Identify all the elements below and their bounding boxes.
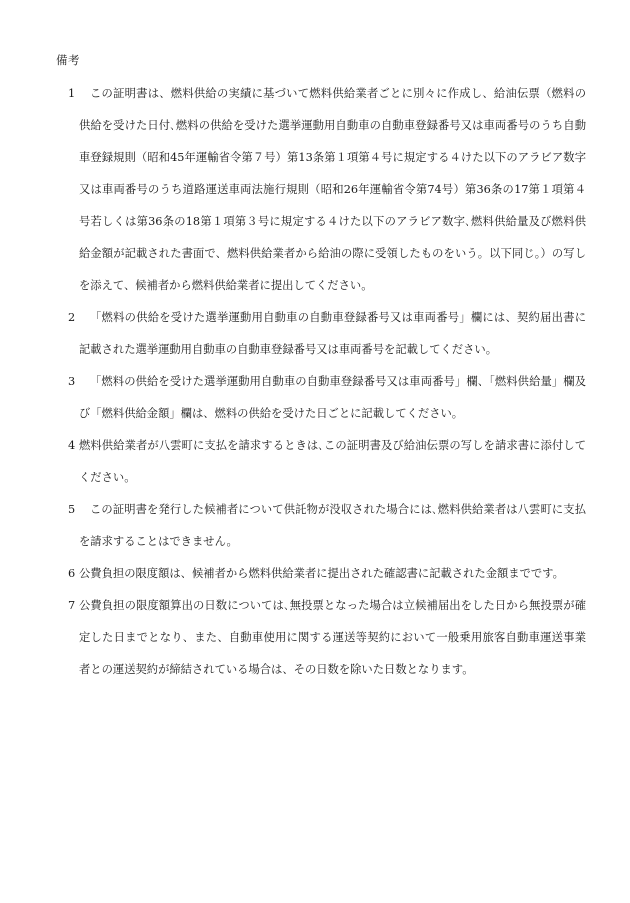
remark-number: 7 bbox=[68, 599, 76, 612]
remark-item-6 bbox=[56, 558, 586, 590]
remark-text: 燃料供給業者が八雲町に支払を請求するときは､この証明書及び給油伝票の写しを請求書に添付してください。 bbox=[79, 439, 586, 484]
remark-text: この証明書を発行した候補者について供託物が没収された場合には､燃料供給業者は八雲町に支払を請求することはできません。 bbox=[79, 503, 586, 548]
remark-item-5 bbox=[56, 494, 586, 558]
remark-number: 3 bbox=[68, 375, 76, 388]
remark-text: 「燃料の供給を受けた選挙運動用自動車の自動車登録番号又は車両番号」欄には、契約届出書に記載された選挙運動用自動車の自動車登録番号又は車両番号を記載してください。 bbox=[79, 311, 586, 356]
remark-text: 公費負担の限度額算出の日数については､無投票となった場合は立候補届出をした日から無投票が確定した日までとなり、また、自動車使用に関する運送等契約において一般乗用旅客自動車運送事業者との運送契約が締結されている場合は、その日数を除いた日数となります。 bbox=[79, 599, 586, 676]
remark-number: 4 bbox=[68, 439, 76, 452]
remark-item-7 bbox=[56, 590, 586, 686]
remark-number: 6 bbox=[68, 567, 76, 580]
remark-item-2 bbox=[56, 302, 586, 366]
remark-text: 公費負担の限度額は、候補者から燃料供給業者に提出された確認書に記載された金額までです。 bbox=[79, 567, 564, 580]
remark-text: この証明書は、燃料供給の実績に基づいて燃料供給業者ごとに別々に作成し、給油伝票（燃料の供給を受けた日付､燃料の供給を受けた選挙運動用自動車の自動車登録番号又は車両番号のうち自動車登録規則（昭和45年運輸省令第７号）第13条第１項第４号に規定する４けた以下のアラビア数字又は車両番号のうち道路運送車両法施行規則（昭和26年運輸省令第74号）第36条の17第１項第４号若しくは第36条の18第１項第３号に規定する４けた以下のアラビア数字､燃料供給量及び燃料供給金額が記載された書面で、燃料供給業者から給油の際に受領したものをいう。以下同じ。）の写しを添えて、候補者から燃料供給業者に提出してください。 bbox=[79, 87, 586, 292]
remarks-heading: 備考 bbox=[56, 53, 80, 67]
remark-number: 1 bbox=[68, 87, 76, 100]
remark-text: 「燃料の供給を受けた選挙運動用自動車の自動車登録番号又は車両番号」欄、「燃料供給量」欄及び「燃料供給金額」欄は、燃料の供給を受けた日ごとに記載してください。 bbox=[79, 375, 586, 420]
remark-item-3 bbox=[56, 366, 586, 430]
remark-number: 5 bbox=[68, 503, 76, 516]
remark-item-4 bbox=[56, 430, 586, 494]
remarks-list bbox=[56, 78, 586, 686]
remark-item-1 bbox=[56, 78, 586, 302]
remark-number: 2 bbox=[68, 311, 76, 324]
